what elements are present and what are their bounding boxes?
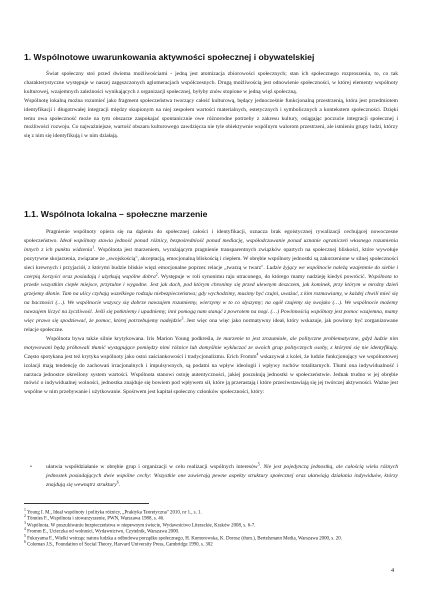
footnote <box>24 539 398 548</box>
text-run: ułatwia współdziałanie w obrębie grup i organizacji w celu realizacji wspólnych interesów <box>46 464 258 470</box>
footnotes-list <box>24 510 398 548</box>
quote-run: Wspólnota to przede wszystkim ciepłe miejsce, przytulne i wygodne. Jest jak dach, pod którym chronimy się przed ulewnym deszczem, jak kominek, przy którym w mroźny dzień grzejemy dłonie. Tam na ulicy czyhają wszelkiego rodzaju niebezpieczeństwa; gdy wychodzimy, musimy być czujni, uważać, z kim rozmawiamy, w każdej chwili mieć się na baczności (…). We wspólnocie wszyscy się dobrze nawzajem rozumiemy, wierzymy w to co słyszymy; na ogół czujemy się swojsko (…). We wspólnocie możemy nawzajem liczyć na życzliwość. Jeśli się potkniemy i upadniemy, inni pomogą nam stanąć z powrotem na nogi. (…) Powinnością wspólnoty jest pomoc wzajemna, mamy więc prawo się spodziewać, że pomoc, której potrzebujemy nadejdzie <box>24 273 398 325</box>
footnote-text: Coleman J.S., Foundation of Social Theory, Harvard University Press, Cambridge 1990, s. 302 <box>27 542 213 548</box>
footnote-number: 6 <box>24 539 26 544</box>
footnote-ref[interactable]: 3 <box>181 316 184 321</box>
text-run: . Występuje w roli synonimu raju utraconego, do którego mamy nadzieję kiedyś powrócić. <box>157 273 368 280</box>
text-run: . <box>259 464 264 470</box>
footnote-ref[interactable]: 1 <box>92 245 95 250</box>
text-run: . <box>118 481 121 488</box>
text-run: . Wspólnota jest marzeniem, wyrażającym pragnienie transparentnych związków opartych na społecznej bliskości, które wywołuje pozytywne skojarzenia, związane ze „swojskością", akceptacją, emocjonalną bliskością i ciepłem. W obrębie wspólnoty jednostki są zakorzenione w silnej społeczności sieci krewnych i przyjaciół, z którymi budzie bliskie więzi emocjonalne poprzez relacje „twarzą w twarz". <box>24 246 398 271</box>
footnote-divider <box>24 503 149 504</box>
text-run: . Jest więc ona więc jako normatywny ideał, który wskazuje, jak powinny być zorganizowane relacje społeczne. <box>24 318 399 333</box>
footnote-text: Tönnies F., Wspólnota i stowarzyszenie, PWN, Warszawa 1988, s. 46. <box>27 516 165 522</box>
footnote-ref[interactable]: 5 <box>257 462 260 467</box>
footnote-text: Fromm E., Ucieczka od wolności, Wydawnictwo, Czytelnik, Warszawa 2000. <box>27 529 180 535</box>
footnote-number: 1 <box>24 508 26 512</box>
footnote-number: 4 <box>24 527 26 532</box>
footnote-text: Wspólnota. W poszukiwaniu bezpieczeństwa w niepewnym świecie, Wydawnictwo Literackie, Kraków 2008, s. 6-7. <box>27 523 256 529</box>
bullet-text <box>40 463 398 490</box>
paragraph <box>24 70 398 141</box>
footnote-text: Young I. M., Ideał wspólnoty i polityka różnicy, „Praktyka Teoretyczna" 2010, nr 1., s. 1. <box>26 510 202 516</box>
section-heading: 1. Wspólnotowe uwarunkowania aktywności społecznej i obywatelskiej <box>24 52 315 62</box>
italic-run: Nie jest pojedynczą jednostką, ale całością wielu różnych jednostek posiadających dwie wspólne cechy: Wszystkie one zawierają pewne aspekty struktury społecznej oraz ułatwiają działania indywiduów, którzy znajdują się wewnątrz struktury <box>46 464 398 488</box>
text-run: wskazywał z kolei, że ludzie funkcjonujący we wspólnotowej izolacji mają tendencję do zachowań irracjonalnych i impulsywnych, są podatni na wpływ ideologii i wpływy ruchów totalitarnych. Tłumi ona indywidualność i narzuca jednostce określony system wartości. Wspólnota stanowi ostoję autentyczności, jakiej poszukują jednostki w społeczeństwie. Jednak trudno w jej obrębie mówić o indywidualnej wolności, jednostka znajduje się bowiem pod wpływem sił, które ją przerastają i które przeciwstawiają się jej twórczej aktywności. Ważne jest wspólne w nim przebywanie i użytkowanie. Spośrwem jest kapitał społeczny członków społeczności, który: <box>24 353 398 396</box>
text-run: Wspólnota bywa także silnie krytykowana. Iris Marion Young podkreśla, <box>46 335 217 342</box>
footnote-ref[interactable]: 6 <box>116 480 119 485</box>
italic-run: Ideał wspólnoty stawia jedność ponad różnicy, bezpośredniość ponad mediację, współodczuwanie ponad uznanie ograniczeń własnego rozumienia innych z ich punktu widzenia <box>24 237 399 253</box>
footnote-ref[interactable]: 2 <box>155 272 158 277</box>
page-number: 4 <box>391 567 395 574</box>
footnote-number: 2 <box>24 514 26 519</box>
footnote-ref[interactable]: 4 <box>256 352 259 357</box>
text-run: Pragnienie wspólnoty opiera się na dążeniu do społecznej całości i identyfikacji, oznacza brak egoistycznej rywalizacji cechującej nowoczesne społeczeństwo. <box>24 229 398 244</box>
italic-run: że marzenie to jest zrozumiałe, ale polityczne problematyczne, gdyż ludzie nim motywowani będą próbowali tłumić wystąpujące pomiędzy nimi różnice lub domyślnie wykluczać ze swoich grup politycznych osoby, z którymi się nie identyfikują <box>24 335 398 351</box>
bullet-icon: • <box>30 464 32 470</box>
footnote <box>24 533 398 542</box>
footnote-text: Fukuyama F., Wielki wstrząs: natura ludzka a odbudowa porządku społecznego, H. Komorowska, K. Dorosz (tłum.), Bertelsmann Media, Warszawa 2000, s. 20. <box>27 535 342 541</box>
footnote-number: 3 <box>24 520 26 525</box>
paragraph-text: Świat społeczny stoi przed dwiema możliwościami - jedną jest atomizacja zbiorowości społecznych; stan ich społecznego rozproszenia, to, co tak charakterystyczne występuje w naszej zagęszczonych aglomeracjach współczesnych. Drugą możliwością jest odnowienie społeczności, w której elementy wspólnoty kulturowej, wzajemnych zależności wynikających z organizacji społecznej, byłyby znów stopione w jedną więź społeczną. <box>24 71 398 95</box>
italic-run: Ludzie żyjący we wspólnocie należą wzajemnie do siebie i czerpią korzyści oraz posiadają i użytkują wspólne dobra <box>24 264 398 280</box>
paragraph-text: Wspólnotę lokalną można rozumieć jako fragment społeczeństwa tworzący całość kulturową, będący jednocześnie funkcjonalną przestrzenią, która jest przedmiotem identyfikacji i długotrwałej integracji między skupionym na niej zespołem wartości materialnych, estetycznych i symbolicznych a kontekstem społeczności. Dzięki temu owa społeczność może na tym obszarze zaspokajać spontanicznie owe różnorodne potrzeby z zakresu kultury, osiągając poczucie integracji społecznej i możliwości rozwoju. Co najważniejsze, wartość obszaru kulturowego zawdzięcza nie tyle obiektywnie wspólnym walorom przestrzeni, ale istnieniu grupy ludzi, którzy się z nim się identyfikują i w nim działają. <box>24 97 398 140</box>
bullet-item <box>24 463 398 490</box>
footnote-number: 5 <box>24 533 26 538</box>
paragraph <box>24 228 398 397</box>
text-run: . Często spotykana jest też krytyka wspólnoty jako ostoi zaściankowości i tradycjonalizmu. Erich Fromm <box>24 344 398 360</box>
subsection-heading: 1.1. Wspólnota lokalna – społeczne marzenie <box>24 209 208 219</box>
